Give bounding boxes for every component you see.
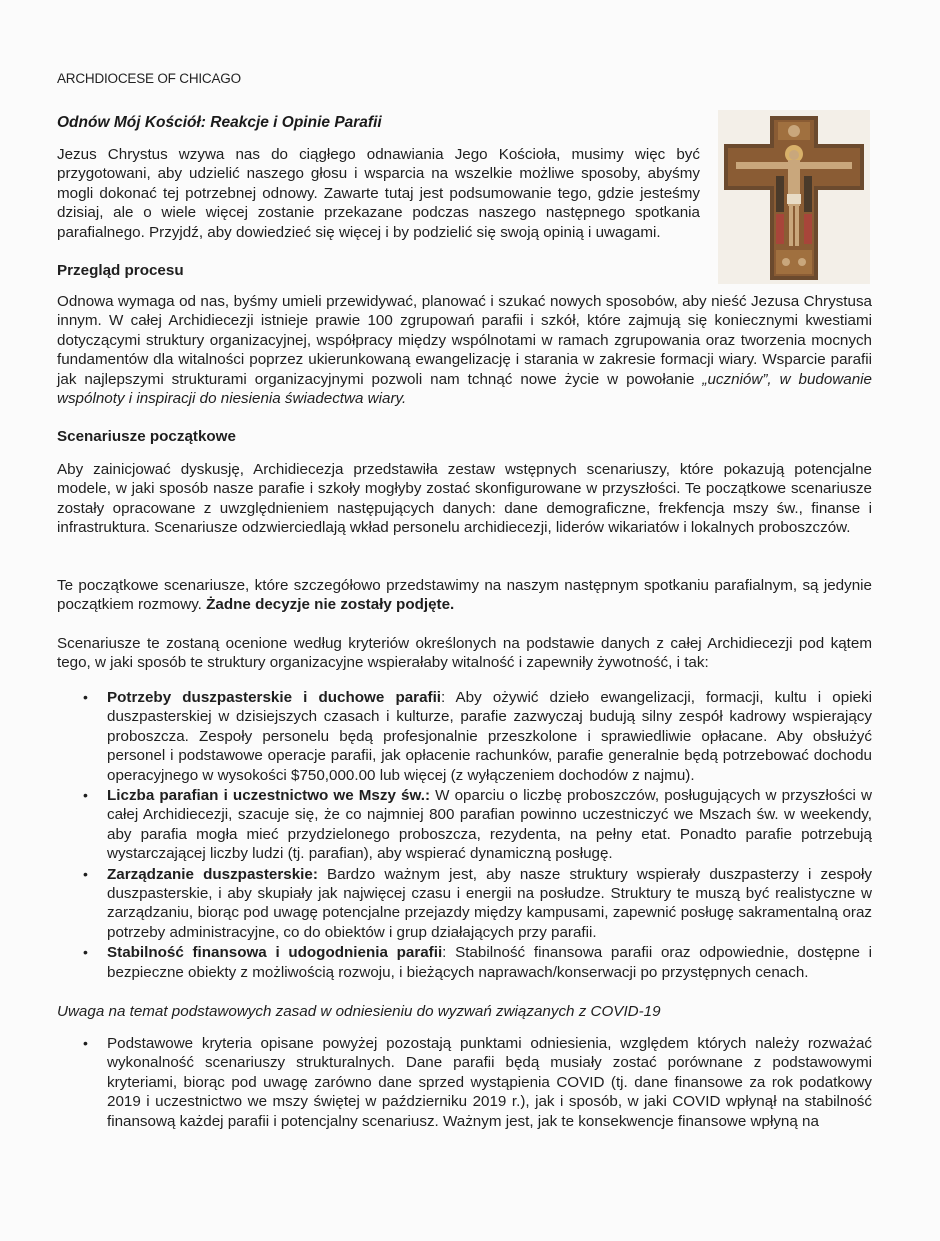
bullet-icon: • — [83, 1035, 88, 1051]
intro-paragraph — [57, 145, 700, 242]
section-scenarios-p1: Aby zainicjować dyskusję, Archidiecezja przedstawiła zestaw wstępnych scenariuszy, które pokazują potencjalne modele, w jaki sposób nasze parafie i szkoły mogłyby zostać skonfigurowane w przyszłości. Te początkowe scenariusze zostały opracowane z uwzględnieniem następujących danych: dane demograficzne, frekfencja mszy św., finanse i infrastruktura. Scenariusze odzwierciedlają wkład personelu archidiecezji, liderów wikariatów i lokalnych proboszczów. — [57, 461, 872, 537]
bullet-icon: • — [83, 787, 88, 804]
section-scenarios-p2 — [57, 576, 872, 615]
list-item — [80, 943, 872, 982]
criteria-text: W oparciu o liczbę proboszczów, posługujących w przyszłości w całej Archidiecezji, szacuje się, że co najmniej 800 parafian powinno uczestniczyć we Mszach św. w weekendy, aby parafia mogła mieć przydzielonego proboszcza, rezydenta, na pełny etat. Ponadto parafie potrzebują wystarczającej liczby ludzi (tj. parafian), aby wspierać dynamiczną posługę. — [107, 787, 872, 863]
criteria-list — [80, 688, 872, 983]
section-scenarios-p2-wrap — [57, 576, 872, 615]
covid-list — [80, 1034, 872, 1132]
section-process-heading: Przegląd procesu — [57, 262, 184, 279]
section-process-text — [57, 292, 872, 408]
list-item — [80, 786, 872, 864]
criteria-label: Zarządzanie duszpasterskie: — [107, 865, 318, 883]
section-scenarios-heading-wrap — [57, 428, 872, 445]
intro-text: Jezus Chrystus wzywa nas do ciągłego odnawiania Jego Kościoła, musimy więc być przygotowani, aby udzielić naszego głosu i wsparcia na wszelkie możliwe sposoby, abyśmy mogli dokonać tej potrzebnej odnowy. Zawarte tutaj jest podsumowanie tego, gdzie jesteśmy dzisiaj, ale o wiele więcej zostanie przekazane podczas naszego następnego spotkania parafialnego. Przyjdź, aby dowiedzieć się więcej i by podzielić się swoją opinią i uwagami. — [57, 146, 700, 241]
section-process-italic: „uczniów”, w budowanie wspólnoty i inspiracji do niesienia świadectwa wiary. — [57, 370, 872, 408]
list-item — [80, 865, 872, 943]
section-scenarios-p2-text: Te początkowe scenariusze, które szczegółowo przedstawimy na naszym następnym spotkaniu parafialnym, są jedynie początkiem rozmowy. — [57, 577, 872, 614]
bullet-icon: • — [83, 689, 88, 705]
bullet-icon: • — [83, 944, 88, 961]
list-item — [80, 1034, 872, 1131]
section-scenarios-p1-wrap — [57, 460, 872, 538]
crucifix-image — [718, 110, 870, 284]
covid-item-text: Podstawowe kryteria opisane powyżej pozostają punktami odniesienia, względem których należy rozważać wykonalność scenariuszy strukturalnych. Dane parafii będą musiały zostać porównane z podstawowymi kryteriami, biorąc pod uwagę zarówno dane sprzed wystąpienia COVID (tj. dane finansowe za rok podatkowy 2019 i uczestnictwo we mszy świętej w październiku 2019 r.), jak i sposób, w jaki COVID wpłynął na stabilność finansową każdej parafii i potencjalny scenariusz. Ważnym jest, jak te konsekwencje finansowe wpłyną na — [107, 1035, 872, 1130]
criteria-label: Potrzeby duszpasterskie i duchowe parafii — [107, 689, 442, 706]
section-process-main: Odnowa wymaga od nas, byśmy umieli przewidywać, planować i szukać nowych sposobów, aby nieść Jezusa Chrystusa innym. W całej Archidiecezji istnieje prawie 100 zgrupowań parafii i szkół, które zajmują się koniecznymi kwestiami dotyczącymi struktury organizacyjnej, współpracy między wspólnotami w ramach zgrupowania oraz tworzenia mocnych fundamentów dla witalności poprzez ukierunkowaną ewangelizację i starania w zakresie formacji wiary. Wsparcie parafii jak najlepszymi strukturami organizacyjnymi pozwoli nam tchnąć nowe życie w powołanie — [57, 293, 872, 388]
criteria-label: Liczba parafian i uczestnictwo we Mszy św.: — [107, 787, 431, 805]
covid-note-heading: Uwaga na temat podstawowych zasad w odniesieniu do wyzwań związanych z COVID-19 — [57, 1003, 661, 1020]
section-process-body — [57, 292, 872, 408]
section-scenarios-p3-wrap — [57, 634, 872, 673]
bullet-icon: • — [83, 865, 88, 882]
list-item — [80, 688, 872, 785]
section-scenarios-p3: Scenariusze te zostaną ocenione według kryteriów określonych na podstawie danych z całej Archidiecezji pod kątem tego, w jaki sposób te struktury organizacyjne wspierałaby witalność i zapewniły żywotność, i tak: — [57, 635, 872, 672]
document-title: Odnów Mój Kościół: Reakcje i Opinie Parafii — [57, 114, 382, 131]
criteria-label: Stabilność finansowa i udogodnienia parafii — [107, 944, 443, 962]
section-scenarios-p2-bold: Żadne decyzje nie zostały podjęte. — [206, 596, 455, 614]
organization-header: ARCHDIOCESE OF CHICAGO — [57, 71, 241, 86]
criteria-text: : Aby ożywić dzieło ewangelizacji, formacji, kultu i opieki duszpasterskiej w dzisiejszych czasach i kulturze, parafie zazwyczaj budują silny zespół kadrowy wspierający proboszcza. Zespoły personelu będą profesjonalnie przeszkolone i sprawiedliwie opłacane. Aby obsłużyć personel i podstawowe operacje parafii, jak opłacenie rachunków, parafie generalnie będą potrzebować dochodu operacyjnego w wysokości $750,000.00 lub więcej (z wyłączeniem dochodów z najmu). — [107, 689, 872, 784]
section-process-heading-wrap — [57, 262, 872, 279]
criteria-text: Bardzo ważnym jest, aby nasze struktury wspierały duszpasterzy i zespoły duszpasterskie, i aby skupiały jak najwięcej czasu i energii na posłudze. Struktury te muszą być realistyczne w zarządzaniu, biorąc pod uwagę potencjalne przejazdy między kampusami, zapewnić posługę sakramentalną oraz potrzeby administracyjne, co do obiektów i grup działających przy parafii. — [107, 865, 872, 941]
section-scenarios-heading: Scenariusze początkowe — [57, 428, 236, 445]
criteria-text: : Stabilność finansowa parafii oraz odpowiednie, dostępne i bezpieczne obiekty z możliwością rozwoju, i bieżących naprawach/konserwacji po przystępnych cenach. — [107, 944, 872, 981]
